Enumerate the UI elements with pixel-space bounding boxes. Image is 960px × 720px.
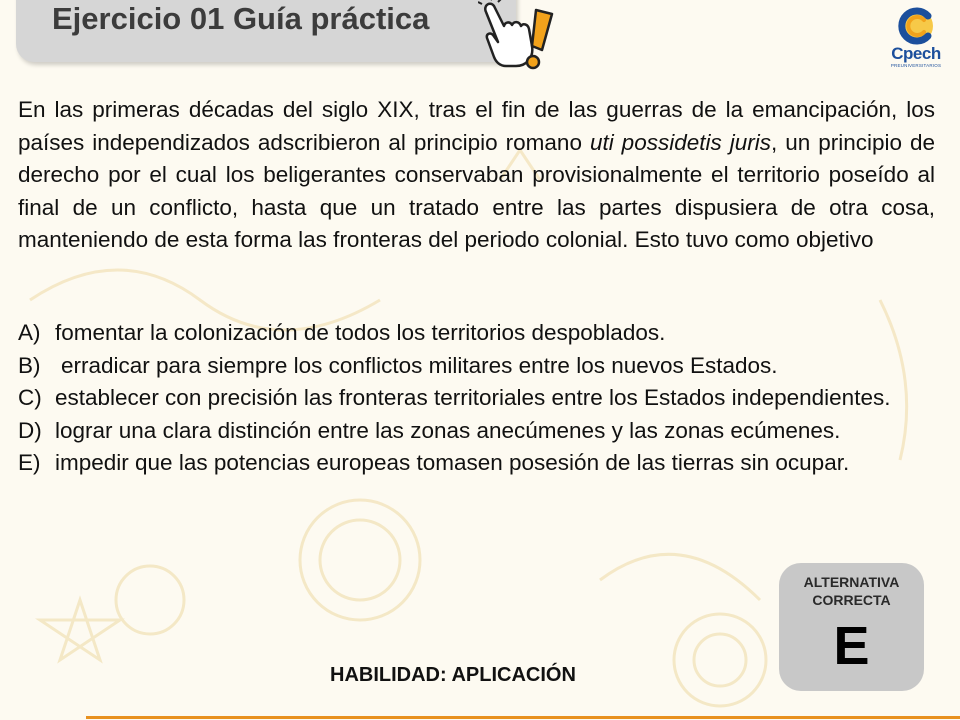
page-title: Ejercicio 01 Guía práctica [52, 1, 430, 36]
option-letter: B) [18, 352, 41, 378]
pointing-hand-icon [478, 0, 560, 78]
option-letter: C) [18, 385, 42, 410]
option-text: lograr una clara distinción entre las zonas anecúmenes y las zonas ecúmenes. [55, 417, 841, 443]
question-intro: En las primeras décadas del siglo XIX, tras el fin de las guerras de la emancipación, los países independizados adscribieron al principio romano [18, 97, 935, 155]
answer-label-line2: CORRECTA [812, 592, 891, 608]
cpech-logo [880, 6, 952, 72]
correct-answer-box [779, 563, 924, 691]
bottom-divider [86, 716, 960, 719]
answer-label-line1: ALTERNATIVA [803, 574, 900, 590]
title-bar [16, 0, 516, 62]
option-c[interactable] [18, 382, 935, 415]
question-term: uti possidetis juris [589, 129, 771, 155]
options-list [18, 317, 935, 480]
logo-wordmark: Cpech [891, 44, 941, 63]
cpech-logo-icon [880, 6, 952, 46]
correct-answer-label [779, 573, 924, 609]
option-letter: E) [18, 450, 41, 475]
option-b[interactable] [18, 350, 935, 383]
logo-tagline: PREUNIVERSITARIOS [890, 63, 942, 68]
option-d[interactable] [18, 415, 935, 448]
option-text: establecer con precisión las fronteras territoriales entre los Estados independientes. [55, 385, 891, 410]
option-letter: A) [18, 320, 41, 345]
option-text: impedir que las potencias europeas tomasen posesión de las tierras sin ocupar. [55, 450, 850, 475]
question-text [18, 94, 935, 257]
correct-answer-letter: E [833, 616, 870, 676]
skill-label: HABILIDAD: APLICACIÓN [330, 664, 576, 686]
option-text: erradicar para siempre los conflictos militares entre los nuevos Estados. [61, 352, 778, 378]
option-a[interactable] [18, 317, 935, 350]
option-text: fomentar la colonización de todos los territorios despoblados. [55, 320, 666, 345]
hand-icon [478, 0, 532, 66]
option-letter: D) [18, 417, 42, 443]
question-rest: , un principio de derecho por el cual los beligerantes conservaban provisionalmente el territorio poseído al final de un conflicto, hasta que un tratado entre las partes dispusiera de otra cosa, manteniendo de esta forma las fronteras del periodo colonial. Esto tuvo como objetivo [18, 129, 935, 252]
option-e[interactable] [18, 447, 935, 480]
